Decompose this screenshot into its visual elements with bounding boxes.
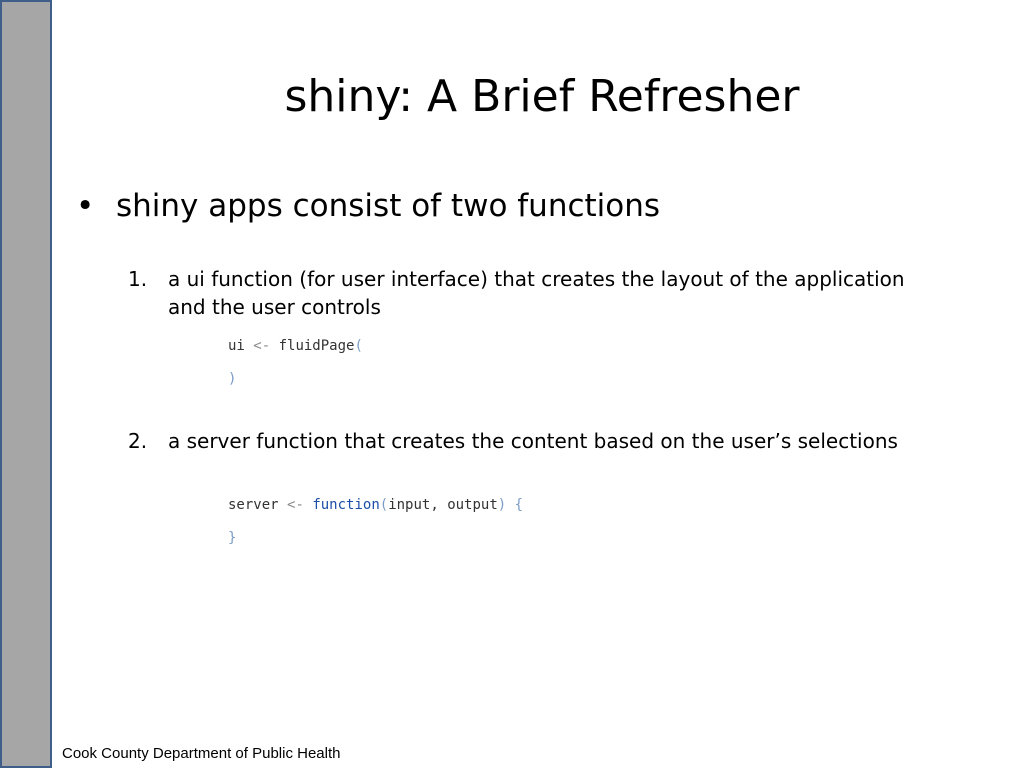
code-identifier: server xyxy=(228,497,279,513)
code-open-paren: ( xyxy=(354,338,363,354)
side-accent-bar xyxy=(0,0,52,768)
code-line-ui-assign xyxy=(228,337,363,355)
bullet-text: shiny apps consist of two functions xyxy=(116,188,661,224)
numbered-item-server xyxy=(128,427,928,455)
item-number: 2. xyxy=(128,429,148,453)
code-close-paren: ) xyxy=(228,371,237,387)
numbered-item-ui xyxy=(128,265,928,321)
item-number: 1. xyxy=(128,267,148,291)
code-identifier: ui xyxy=(228,338,245,354)
slide-title: shiny: A Brief Refresher xyxy=(284,71,800,122)
code-open-paren: ( xyxy=(379,497,389,513)
code-arguments: input, output xyxy=(388,497,498,513)
code-function-call: fluidPage xyxy=(278,338,355,354)
code-open-brace: { xyxy=(514,497,524,513)
code-close-paren: ) xyxy=(497,497,507,513)
item-text: a ui function (for user interface) that creates the layout of the application and the user controls xyxy=(168,267,905,319)
code-assign-operator: <- xyxy=(287,497,304,513)
code-line-server-close xyxy=(228,529,236,547)
code-line-server-assign xyxy=(228,496,523,514)
code-keyword: function xyxy=(312,497,380,513)
bullet-icon: • xyxy=(76,188,95,224)
item-text: a server function that creates the content based on the user’s selections xyxy=(168,429,898,453)
bullet-point xyxy=(76,186,660,226)
code-assign-operator: <- xyxy=(253,338,271,354)
code-close-brace: } xyxy=(228,530,237,546)
code-line-ui-close xyxy=(228,370,236,388)
footer-text: Cook County Department of Public Health xyxy=(62,745,341,762)
